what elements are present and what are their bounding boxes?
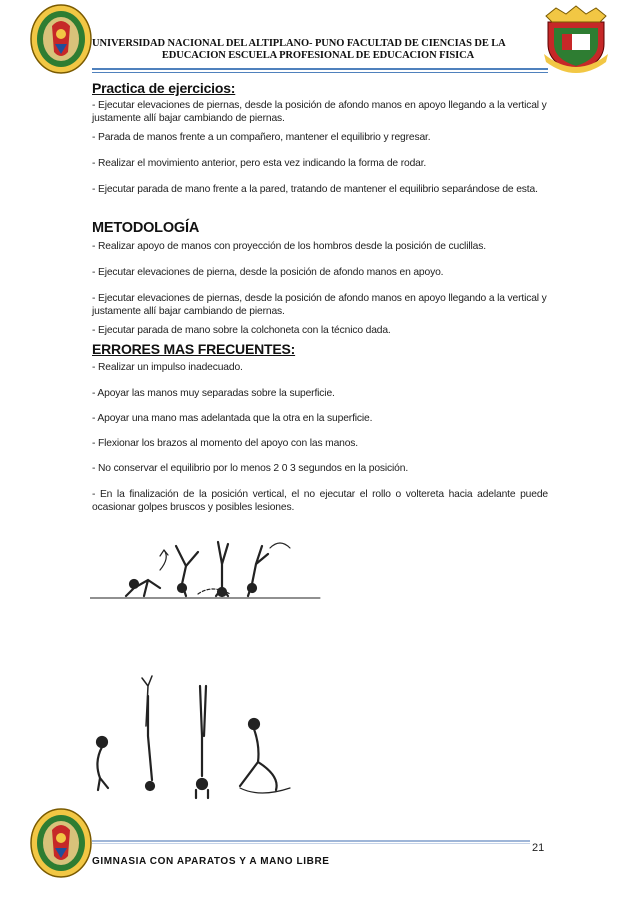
footer-course-title: GIMNASIA CON APARATOS Y A MANO LIBRE <box>92 856 330 867</box>
faculty-shield-icon <box>540 4 612 76</box>
practica-item-2: - Parada de manos frente a un compañero, mantener el equilibrio y regresar. <box>92 132 431 143</box>
errores-item-3: - Apoyar una mano mas adelantada que la otra en la superficie. <box>92 413 373 424</box>
section-title-practica: Practica de ejercicios: <box>92 80 236 96</box>
errores-item-2: - Apoyar las manos muy separadas sobre la superficie. <box>92 388 335 399</box>
practica-item-3: - Realizar el movimiento anterior, pero esta vez indicando la forma de rodar. <box>92 158 427 169</box>
metodologia-item-4: - Ejecutar parada de mano sobre la colchoneta con la técnico dada. <box>92 325 391 336</box>
errores-item-1: - Realizar un impulso inadecuado. <box>92 362 243 373</box>
metodologia-item-2: - Ejecutar elevaciones de pierna, desde la posición de afondo manos en apoyo. <box>92 267 444 278</box>
section-title-errores: ERRORES MAS FRECUENTES: <box>92 341 296 357</box>
metodologia-item-1: - Realizar apoyo de manos con proyección de los hombros desde la posición de cuclillas. <box>92 241 486 252</box>
errores-item-6: - En la finalización de la posición vertical, el no ejecutar el rollo o voltereta hacia adelante puede ocasionar golpes bruscos y posibles lesiones. <box>92 489 548 513</box>
header-rule-thin <box>92 72 548 73</box>
university-seal-footer-icon <box>30 808 92 878</box>
footer-rule <box>92 840 530 842</box>
handstand-sequence-illustration <box>90 536 330 806</box>
header-title-line1: UNIVERSIDAD NACIONAL DEL ALTIPLANO- PUNO FACULTAD DE CIENCIAS DE LA <box>92 38 506 49</box>
practica-item-1: - Ejecutar elevaciones de piernas, desde la posición de afondo manos en apoyo llegando a la vertical y justamente allí bajar cambiando de piernas. <box>92 100 547 124</box>
page-number: 21 <box>532 842 545 854</box>
footer-rule-thin <box>92 843 530 844</box>
practica-item-4: - Ejecutar parada de mano frente a la pared, tratando de mantener el equilibrio separándose de esta. <box>92 184 538 195</box>
errores-item-4: - Flexionar los brazos al momento del apoyo con las manos. <box>92 438 359 449</box>
errores-item-5: - No conservar el equilibrio por lo menos 2 0 3 segundos en la posición. <box>92 463 409 474</box>
metodologia-item-3: - Ejecutar elevaciones de piernas, desde la posición de afondo manos en apoyo llegando a la vertical y justamente allí bajar cambiando de piernas. <box>92 293 547 317</box>
university-seal-icon <box>30 4 92 74</box>
header-title-line2: EDUCACION ESCUELA PROFESIONAL DE EDUCACION FISICA <box>161 50 475 61</box>
header-rule <box>92 68 548 70</box>
section-title-metodologia: METODOLOGÍA <box>92 220 200 236</box>
